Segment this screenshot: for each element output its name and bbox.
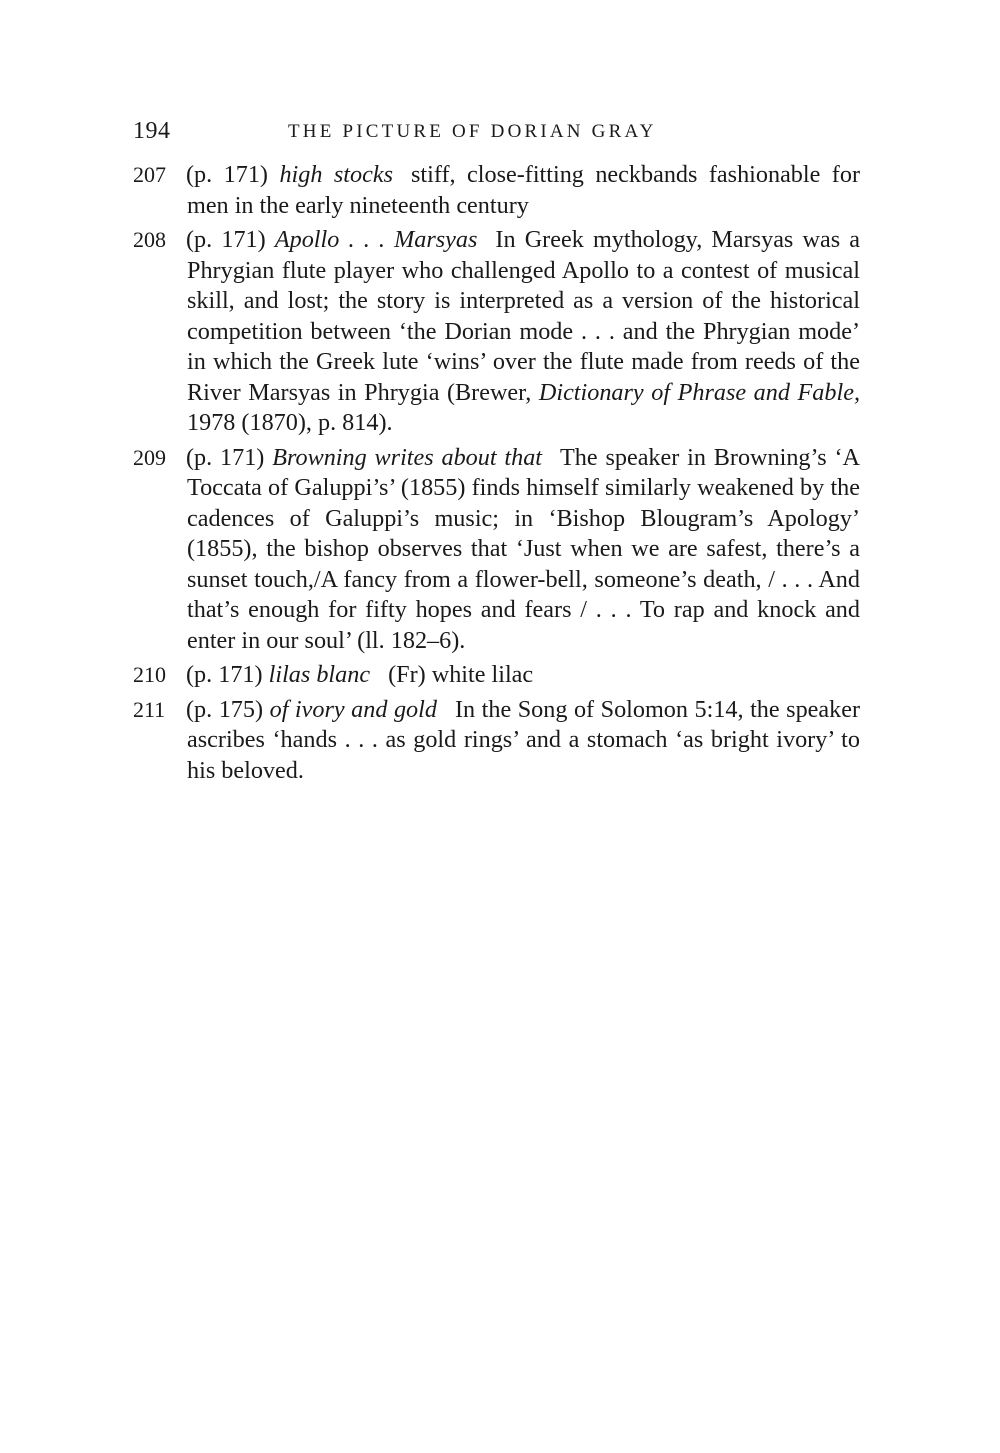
- endnote-211: [133, 695, 860, 787]
- note-page-ref: (p. 171): [186, 161, 268, 188]
- running-head: [133, 118, 860, 148]
- note-number: 207: [133, 162, 166, 187]
- note-term: lilas blanc: [268, 661, 371, 688]
- endnote-207: [133, 160, 860, 221]
- note-text: In Greek mythology, Marsyas was a Phrygian flute player who challenged Apollo to a contest of musical skill, and lost; the story is interpreted as a version of the historical competition between ‘the Dorian mode . . . and the Phrygian mode’ in which the Greek lute ‘wins’ over the flute made from reeds of the River Marsyas in Phrygia (Brewer,: [187, 226, 860, 406]
- note-page-ref: (p. 175): [186, 695, 264, 723]
- note-number: 209: [133, 444, 166, 470]
- note-page-ref: (p. 171): [186, 226, 266, 253]
- note-term: of ivory and gold: [269, 695, 437, 723]
- running-title: THE PICTURE OF DORIAN GRAY: [288, 121, 657, 142]
- note-page-ref: (p. 171): [186, 661, 263, 688]
- note-number: 208: [133, 227, 166, 252]
- note-cited-title: Dictionary of Phrase and Fable,: [538, 378, 860, 406]
- note-text: The speaker in Browning’s ‘A Toccata of Galuppi’s’ (1855) finds himself similarly weakened by the cadences of Galuppi’s music; in ‘Bishop Blougram’s Apology’ (1855), the bishop observes that ‘Just when we are safest, there’s a sunset touch,/A fancy from a flower-bell, someone’s death, / . . . And that’s enough for fifty hopes and fears / . . . To rap and knock and enter in our soul’ (ll. 182–6).: [187, 443, 861, 654]
- endnote-210: [133, 660, 860, 691]
- endnotes-list: [133, 160, 860, 790]
- note-text: In the Song of Solomon 5:14, the speaker ascribes ‘hands . . . as gold rings’ and a stomach ‘as bright ivory’ to his beloved.: [187, 695, 861, 784]
- note-term: Apollo . . . Marsyas: [274, 226, 478, 253]
- endnote-208: [133, 225, 860, 439]
- note-term: Browning writes about that: [272, 443, 543, 471]
- note-text: stiff, close-fitting neckbands fashionable for men in the early nineteenth century: [187, 161, 861, 219]
- page-number: 194: [133, 118, 171, 144]
- note-text-after: 1978 (1870), p. 814).: [187, 409, 393, 436]
- note-page-ref: (p. 171): [186, 443, 265, 471]
- note-text: (Fr) white lilac: [388, 661, 534, 688]
- note-number: 211: [133, 696, 166, 722]
- note-term: high stocks: [279, 161, 393, 188]
- note-number: 210: [133, 662, 166, 687]
- endnote-209: [133, 443, 860, 657]
